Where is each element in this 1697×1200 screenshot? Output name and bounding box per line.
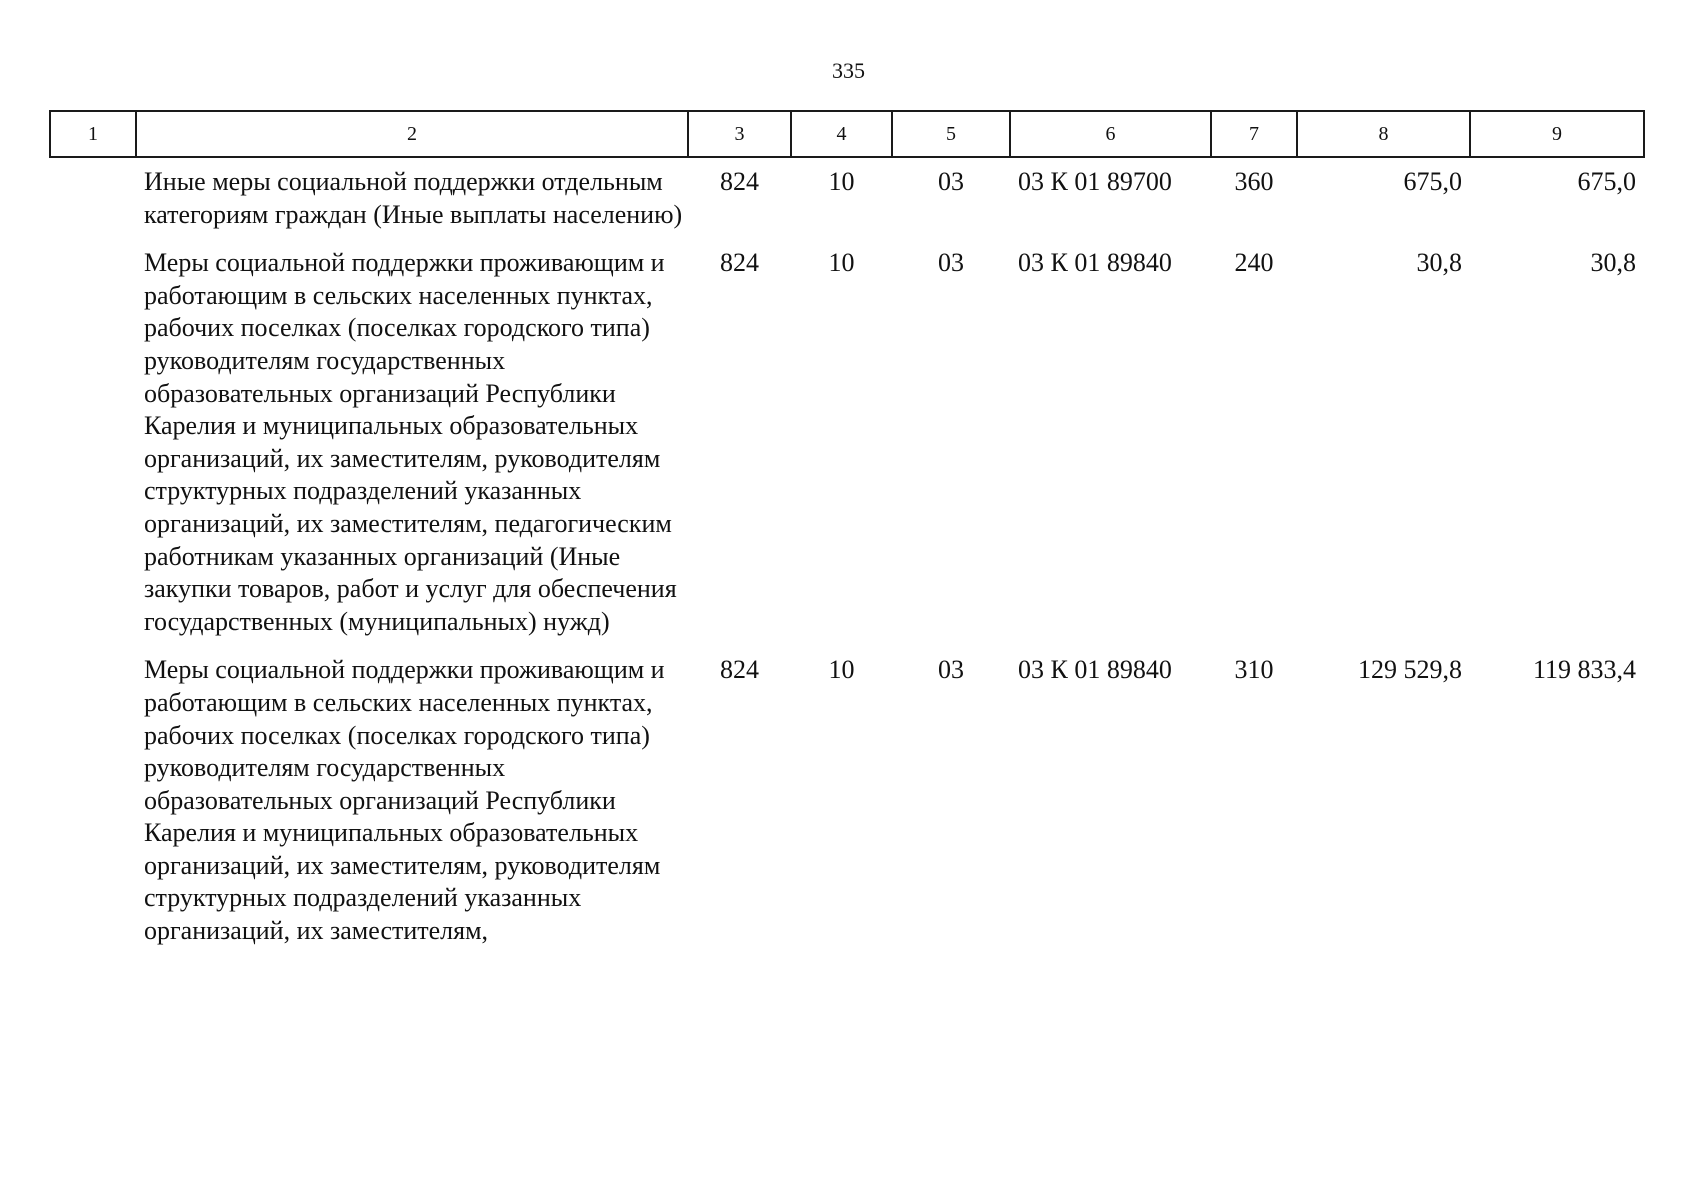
row-col-7: 310: [1234, 655, 1274, 685]
row-col-5: 03: [938, 248, 964, 278]
header-col-4: 4: [791, 111, 892, 157]
header-col-5: 5: [892, 111, 1010, 157]
row-description: Иные меры социальной поддержки отдельным категориям граждан (Иные выплаты населению): [144, 167, 683, 229]
row-col-7: 360: [1234, 167, 1274, 196]
row-col-1: [50, 157, 136, 247]
row-description: Меры социальной поддержки проживающим и работающим в сельских населенных пунктах, рабочих поселках (поселках городского типа) руководителям государственных образовательных организаций Республики Карелия и муниципальных образовательных организаций, их заместителям, руководителям структурных подразделений указанных организаций, их заместителям, педагогическим работникам указанных организаций (Иные закупки товаров, работ и услуг для обеспечения государственных (муниципальных) нужд): [144, 248, 677, 636]
row-col-6: 03 К 01 89700: [1018, 167, 1172, 196]
row-col-6: 03 К 01 89840: [1018, 248, 1172, 278]
row-col-8: 675,0: [1403, 167, 1462, 196]
row-col-4: 10: [828, 655, 855, 685]
row-description: Меры социальной поддержки проживающим и работающим в сельских населенных пунктах, рабочих поселках (поселках городского типа) руководителям государственных образовательных организаций Республики Карелия и муниципальных образовательных организаций, их заместителям, руководителям структурных подразделений указанных организаций, их заместителям,: [144, 655, 665, 946]
table-row: [50, 654, 1644, 963]
row-col-9: 119 833,4: [1532, 655, 1636, 685]
row-col-8: 129 529,8: [1358, 655, 1462, 685]
row-col-8: 30,8: [1416, 248, 1462, 278]
row-col-1: [50, 654, 136, 963]
header-col-1: 1: [50, 111, 136, 157]
row-col-4: 10: [828, 167, 855, 196]
row-col-3: 824: [720, 167, 759, 196]
budget-table: [49, 110, 1645, 964]
row-col-3: 824: [720, 248, 759, 278]
page-number: 335: [832, 58, 865, 83]
row-col-6: 03 К 01 89840: [1018, 655, 1172, 685]
row-col-7: 240: [1234, 248, 1274, 278]
row-col-3: 824: [720, 655, 759, 685]
header-row: [50, 111, 1644, 157]
row-col-5: 03: [938, 655, 964, 685]
row-col-9: 675,0: [1577, 167, 1636, 196]
row-col-9: 30,8: [1590, 248, 1636, 278]
header-col-8: 8: [1297, 111, 1470, 157]
row-col-5: 03: [938, 167, 964, 196]
table-body: [50, 157, 1644, 964]
table-row: [50, 157, 1644, 247]
header-col-7: 7: [1211, 111, 1297, 157]
row-col-1: [50, 247, 136, 654]
row-col-4: 10: [828, 248, 855, 278]
table-header: [50, 111, 1644, 157]
header-col-9: 9: [1470, 111, 1644, 157]
header-col-3: 3: [688, 111, 791, 157]
header-col-2: 2: [136, 111, 688, 157]
header-col-6: 6: [1010, 111, 1211, 157]
table-row: [50, 247, 1644, 654]
